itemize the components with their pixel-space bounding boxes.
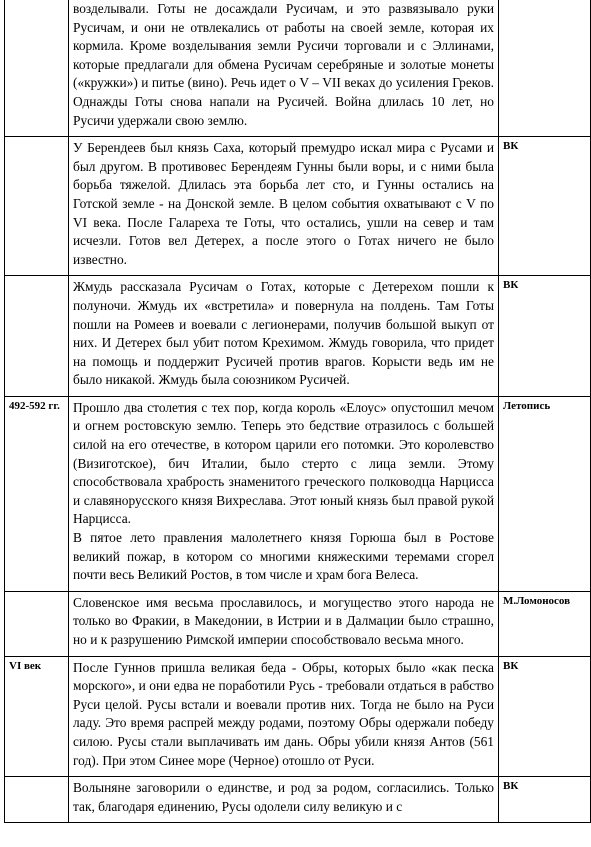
- paragraph: После Гуннов пришла великая беда - Обры, которых было «как песка морского», и они едва не поработили Русь - требовали отдаться в рабство Руси целой. Русы встали и воевали против них. Тогда не было на Руси ладу. Это время распрей между родами, поэтому Обры одержали победу силою. Русы стали выплачивать им дань. Обры убили князя Антов (561 год). При этом Синее море (Черное) отошло от Руси.: [73, 659, 494, 768]
- table-row: [5, 0, 591, 137]
- paragraph: Жмудь рассказала Русичам о Готах, которые с Детерехом пошли к полуночи. Жмудь их «встретила» и повернула на полдень. Там Готы пошли на Ромеев и воевали с легионерами, получив большой выкуп от них. И Детерех был убит потом Крехимом. Жмудь говорила, что придет на помощь и поддержит Русичей против врагов. Корысти ведь им не было никакой. Жмудь была союзником Русичей.: [73, 279, 494, 388]
- text-cell: [69, 591, 499, 656]
- table-row: [5, 396, 591, 591]
- paragraph: У Берендеев был князь Саха, который премудро искал мира с Русами и был другом. В противовес Берендеям Гунны были воры, и с ними была борьба тяжелой. Длилась эта борьба лет сто, и Гунны остались на Готской земле - на Донской земле. В целом события охватывают с V по VI века. После Галареха те Готы, что остались, ушли на север и там исчезли. Готов вел Детерех, а после этого о Готах ничего не было известно.: [73, 140, 494, 267]
- paragraph: возделывали. Готы не досаждали Русичам, и это развязывало руки Русичам, и они не отвлекались от работы на своей земле, которая их кормила. Кроме возделывания земли Русичи торговали и с Эллинами, которые предлагали для обмена Русичам серебряные и золотые монеты («кружки») и питье (вино). Речь идет о V – VII веках до усиления Греков. Однажды Готы снова напали на Русичей. Война длилась 10 лет, но Русичи удержали свою землю.: [73, 1, 494, 128]
- date-cell: VI век: [5, 656, 69, 777]
- table-row: [5, 591, 591, 656]
- paragraph: В пятое лето правления малолетнего князя Горюша был в Ростове великий пожар, в котором со многими княжескими теремами сгорел почти весь Великий Ростов, в том числе и храм бога Велеса.: [73, 530, 494, 583]
- date-cell: [5, 777, 69, 823]
- date-cell: [5, 276, 69, 397]
- source-cell: Летопись: [499, 396, 591, 591]
- source-cell: М.Ломоносов: [499, 591, 591, 656]
- date-cell: [5, 591, 69, 656]
- text-cell: [69, 137, 499, 276]
- paragraph: Прошло два столетия с тех пор, когда король «Елоус» опустошил мечом и огнем ростовскую землю. Теперь это бедствие отразилось с большей силой на его отечестве, в котором царили его потомки. Это королевство (Визиготское), бич Италии, было стерто с лица земли. Этому способствовала храбрость знаменитого греческого полководца Нарцисса и славянорусского князя Вихреслава. Этот юный князь был правой рукой Нарцисса.: [73, 399, 494, 527]
- source-cell: [499, 0, 591, 137]
- text-cell: [69, 656, 499, 777]
- date-cell: [5, 137, 69, 276]
- paragraph: Словенское имя весьма прославилось, и могущество этого народа не только во Фракии, в Македонии, в Истрии и в Далмации было страшно, но и к разрушению Римской империи способствовало весьма много.: [73, 594, 494, 647]
- source-cell: ВК: [499, 276, 591, 397]
- table-row: [5, 656, 591, 777]
- text-cell: [69, 396, 499, 591]
- date-cell: [5, 0, 69, 137]
- table-row: [5, 276, 591, 397]
- source-cell: ВК: [499, 137, 591, 276]
- text-cell: [69, 777, 499, 823]
- text-cell: [69, 0, 499, 137]
- date-cell: 492-592 гг.: [5, 396, 69, 591]
- table-row: [5, 137, 591, 276]
- source-cell: ВК: [499, 777, 591, 823]
- table-row: [5, 777, 591, 823]
- source-cell: ВК: [499, 656, 591, 777]
- paragraph: Волыняне заговорили о единстве, и род за родом, согласились. Только так, благодаря единению, Русы одолели силу великую и с: [73, 780, 494, 814]
- chronicle-table: [4, 0, 591, 823]
- text-cell: [69, 276, 499, 397]
